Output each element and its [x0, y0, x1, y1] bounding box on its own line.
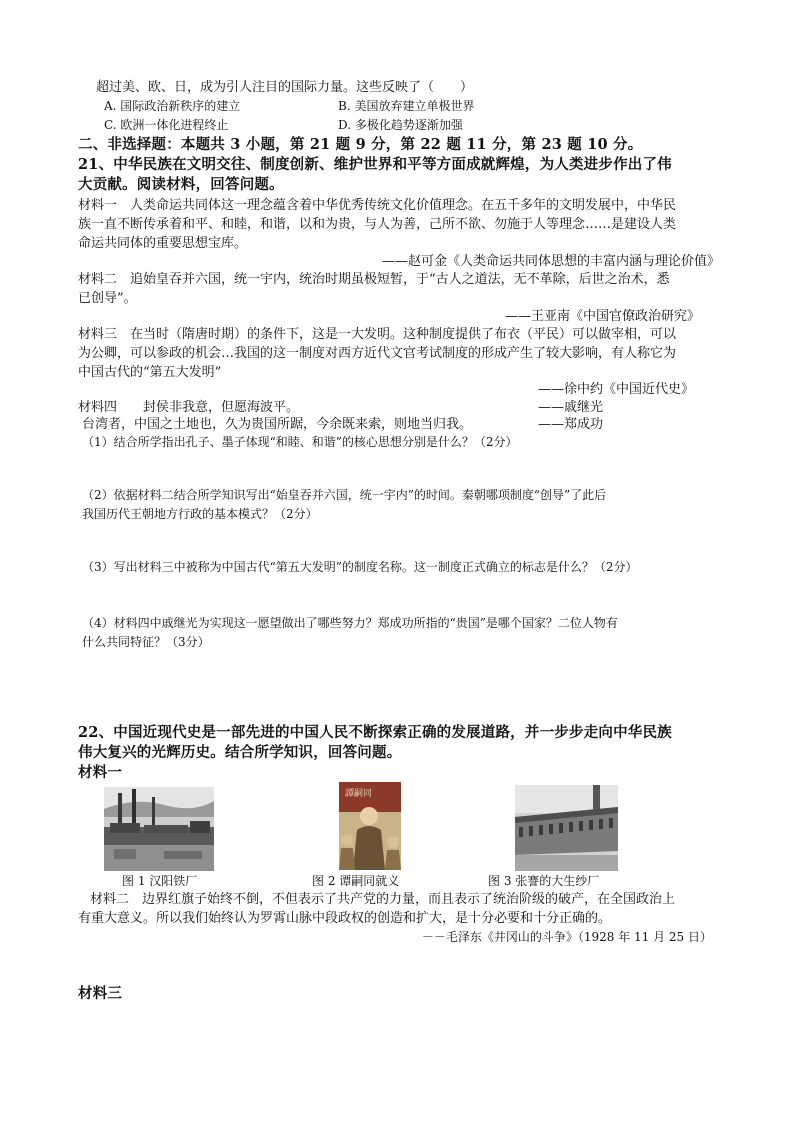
option-b: B. 美国放弃建立单极世界	[338, 99, 475, 113]
q21-stem-line2: 大贡献。阅读材料，回答问题。	[78, 176, 284, 193]
option-a: A. 国际政治新秩序的建立	[104, 99, 241, 113]
q21-subquestion-2-line2: 我国历代王朝地方行政的基本模式？（2分）	[82, 507, 318, 521]
q21-subquestion-1: （1）结合所学指出孔子、墨子体现“和睦、和谐”的核心思想分别是什么？（2分）	[82, 435, 518, 449]
svg-text:譚嗣同: 譚嗣同	[345, 789, 373, 799]
q21-material4-source2: ——郑成功	[538, 417, 604, 432]
q21-material2-line2: 已创导”。	[78, 291, 137, 306]
q21-material2-source: ——王亚南《中国官僚政治研究》	[504, 309, 700, 324]
q21-material4-line1: 材料四 封侯非我意，但愿海波平。	[78, 400, 300, 415]
q22-material2-source: －－毛泽东《井冈山的斗争》（1928 年 11 月 25 日）	[421, 930, 712, 944]
q22-material2-line2: 有重大意义。所以我们始终认为罗霄山脉中段政权的创造和扩大，是十分必要和十分正确的。	[78, 911, 612, 926]
q21-subquestion-4-line2: 什么共同特征？（3分）	[82, 635, 210, 649]
q21-subquestion-3: （3）写出材料三中被称为中国古代“第五大发明”的制度名称。这一制度正式确立的标志是什么？（2分）	[82, 560, 638, 574]
q21-material1-source: ——赵可金《人类命运共同体思想的丰富内涵与理论价值》	[381, 254, 720, 269]
q21-material1-line3: 命运共同体的重要思想宝库。	[78, 236, 248, 251]
previous-question-stem: 超过美、欧、日，成为引人注目的国际力量。这些反映了（ ）	[96, 80, 474, 95]
figure-3-caption: 图 3 张謇的大生纱厂	[488, 874, 600, 888]
q22-material1-label: 材料一	[78, 764, 123, 781]
option-d: D. 多极化趋势逐渐加强	[338, 118, 463, 132]
q21-material4-line2: 台湾者，中国之土地也，久为贵国所踞，今余既来索，则地当归我。	[82, 417, 473, 432]
dasheng-mill-photo	[515, 785, 618, 871]
q21-material4-source1: ——戚继光	[538, 400, 604, 415]
q21-material2-line1: 材料二 追始皇吞并六国，统一宇内，统治时期虽极短暂，于“古人之道法，无不革除，后世之治术，悉	[78, 272, 670, 287]
q21-subquestion-4-line1: （4）材料四中戚继光为实现这一愿望做出了哪些努力？郑成功所指的“贵国”是哪个国家？二位人物有	[82, 616, 618, 630]
q21-material3-line1: 材料三 在当时（隋唐时期）的条件下，这是一大发明。这种制度提供了布衣（平民）可以做宰相，可以	[78, 327, 677, 342]
q22-stem-line2: 伟大复兴的光辉历史。结合所学知识，回答问题。	[78, 744, 402, 761]
q21-material3-source: ——徐中约《中国近代史》	[538, 382, 695, 397]
figure-2-caption: 图 2 谭嗣同就义	[312, 874, 400, 888]
hanyang-ironworks-photo	[104, 787, 214, 871]
option-c: C. 欧洲一体化进程终止	[104, 118, 229, 132]
q22-stem-line1: 22、中国近现代史是一部先进的中国人民不断探索正确的发展道路，并一步步走向中华民族	[78, 724, 672, 741]
q21-material3-line3: 中国古代的“第五大发明”	[78, 365, 222, 380]
q21-material3-line2: 为公卿，可以参政的机会…我国的这一制度对西方近代文官考试制度的形成产生了较大影响，有人称它为	[78, 346, 677, 361]
q21-subquestion-2-line1: （2）依据材料二结合所学知识写出“始皇吞并六国，统一宇内”的时间。秦朝哪项制度“创导”了此后	[82, 488, 607, 502]
section-heading: 二、非选择题：本题共 3 小题，第 21 题 9 分，第 22 题 11 分，第 23 题 10 分。	[78, 136, 643, 153]
q21-material1-line1: 材料一 人类命运共同体这一理念蕴含着中华优秀传统文化价值理念。在五千多年的文明发展中，中华民	[78, 198, 677, 213]
q21-material1-line2: 族一直不断传承着和平、和睦，和谐，以和为贵，与人为善，己所不欲、勿施于人等理念……是建设人类	[78, 217, 677, 232]
tan-sitong-painting	[339, 782, 401, 870]
figure-1-caption: 图 1 汉阳铁厂	[122, 874, 198, 888]
q22-material2-line1: 材料二 边界红旗子始终不倒，不但表示了共产党的力量，而且表示了统治阶级的破产，在全国政治上	[90, 892, 676, 907]
q21-stem-line1: 21、中华民族在文明交往、制度创新、维护世界和平等方面成就辉煌，为人类进步作出了伟	[78, 156, 672, 173]
q22-material3-label: 材料三	[78, 985, 123, 1002]
